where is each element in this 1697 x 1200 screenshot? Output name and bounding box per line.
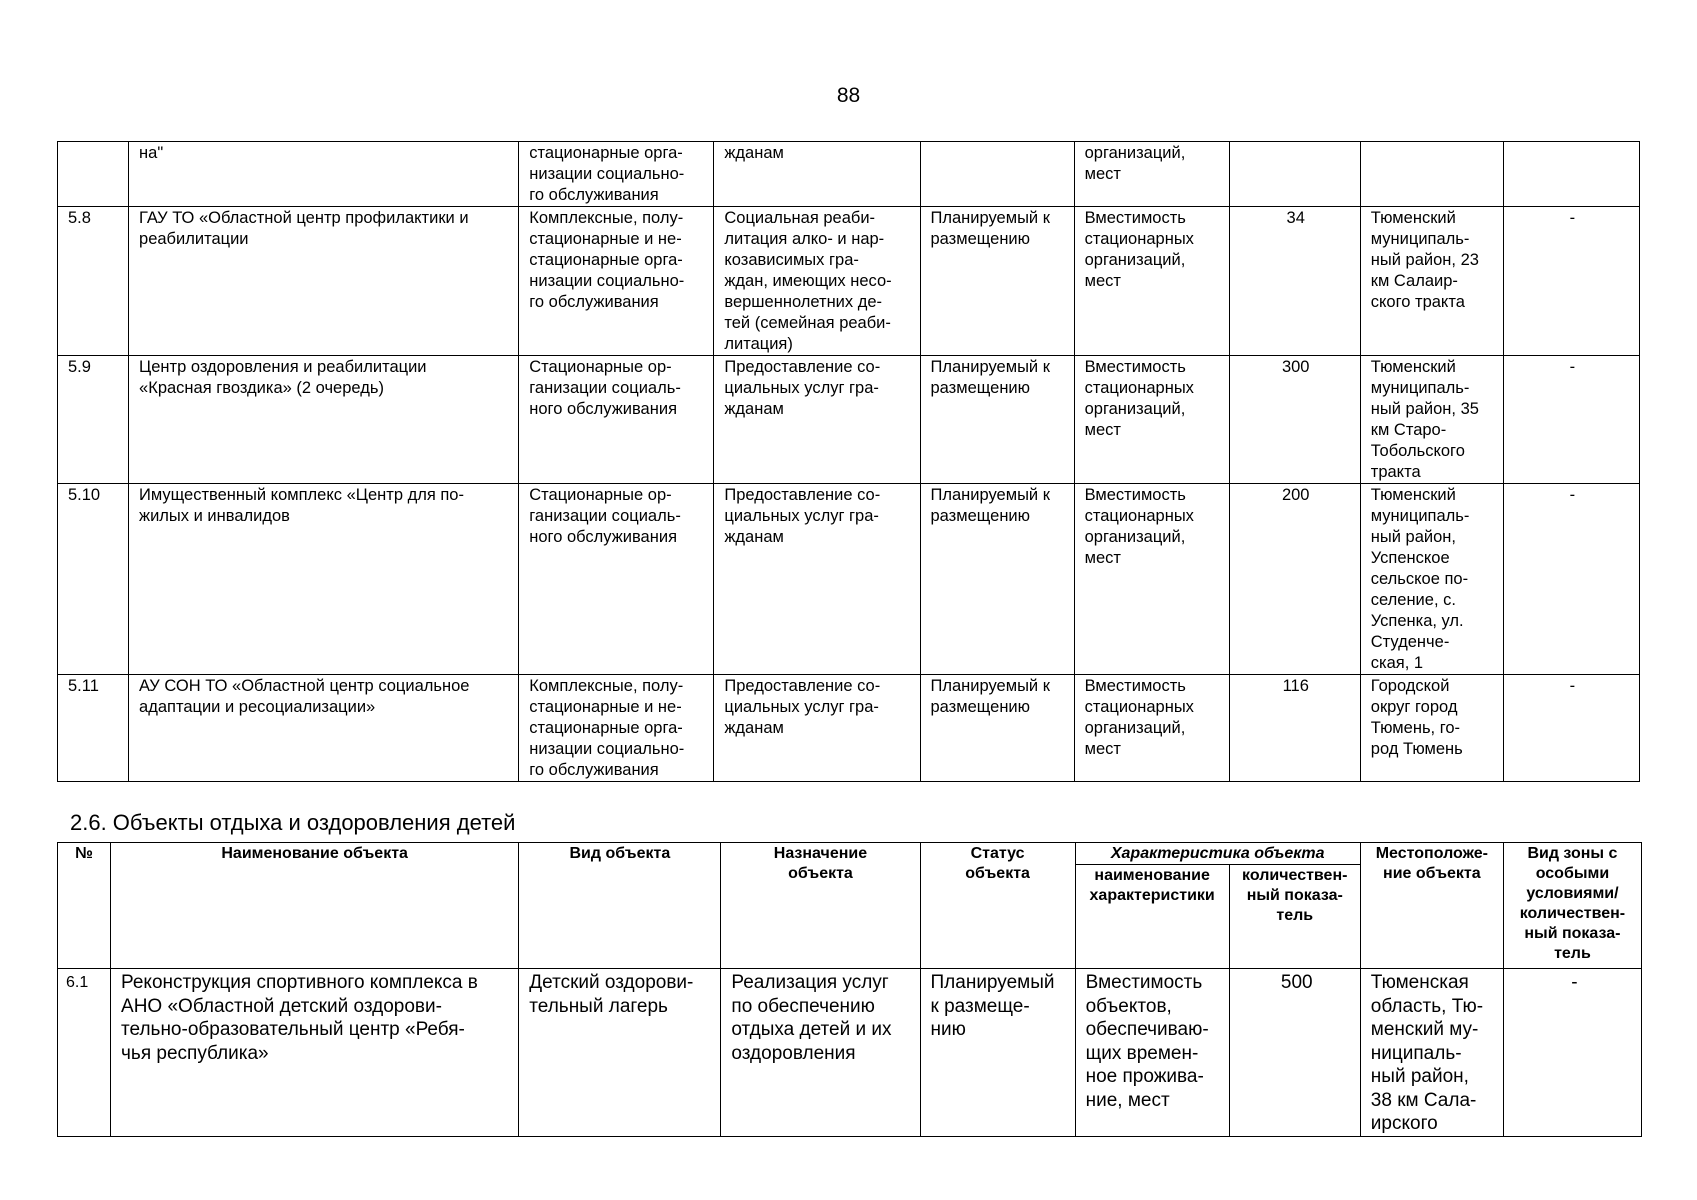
cell-location: Тюменский муниципаль- ный район, 23 км Салаир- ского тракта — [1360, 207, 1503, 356]
cell-char-name: Вместимость объектов, обеспечиваю- щих времен- ное прожива- ние, мест — [1075, 969, 1229, 1137]
table-row — [58, 142, 1640, 207]
cell-name: Реконструкция спортивного комплекса в АНО «Областной детский оздорови- тельно-образовательный центр «Ребя- чья республика» — [111, 969, 519, 1137]
cell-type: Стационарные ор- ганизации социаль- ного обслуживания — [519, 484, 714, 675]
cell-type: Комплексные, полу- стационарные и не- стационарные орга- низации социально- го обслуживания — [519, 207, 714, 356]
cell-location — [1360, 142, 1503, 207]
header-purpose: Назначение объекта — [721, 843, 920, 969]
cell-purpose: Социальная реаби- литация алко- и нар- козависимых гра- ждан, имеющих несо- вершеннолетних де- тей (семейная реаби- литация) — [714, 207, 920, 356]
cell-location: Городской округ город Тюмень, го- род Тюмень — [1360, 675, 1503, 782]
cell-status: Планируемый к размещению — [920, 675, 1074, 782]
cell-char-name: Вместимость стационарных организаций, мест — [1074, 484, 1229, 675]
cell-zone: - — [1503, 207, 1639, 356]
header-type: Вид объекта — [519, 843, 721, 969]
cell-num: 5.10 — [58, 484, 129, 675]
cell-char-name: Вместимость стационарных организаций, мест — [1074, 207, 1229, 356]
table-row — [58, 675, 1640, 782]
cell-status: Планируемый к размещению — [920, 356, 1074, 484]
table-row — [58, 484, 1640, 675]
header-location: Местоположе- ние объекта — [1360, 843, 1503, 969]
table-row — [58, 207, 1640, 356]
header-char-name: наименование характеристики — [1075, 865, 1229, 969]
cell-num: 6.1 — [58, 969, 111, 1137]
header-num: № — [58, 843, 111, 969]
social-services-table — [57, 141, 1640, 782]
cell-status: Планируемый к размеще- нию — [920, 969, 1075, 1137]
cell-purpose: Предоставление со- циальных услуг гра- жданам — [714, 675, 920, 782]
cell-zone: - — [1503, 356, 1639, 484]
section-heading: 2.6. Объекты отдыха и оздоровления детей — [70, 810, 516, 835]
cell-qty — [1229, 142, 1360, 207]
cell-status: Планируемый к размещению — [920, 207, 1074, 356]
header-qty: количествен- ный показа- тель — [1229, 865, 1360, 969]
cell-char-name: организаций, мест — [1074, 142, 1229, 207]
cell-name: Центр оздоровления и реабилитации «Красная гвоздика» (2 очередь) — [129, 356, 519, 484]
cell-num: 5.9 — [58, 356, 129, 484]
cell-zone — [1503, 142, 1639, 207]
cell-name: ГАУ ТО «Областной центр профилактики и реабилитации — [129, 207, 519, 356]
cell-type: Комплексные, полу- стационарные и не- стационарные орга- низации социально- го обслуживания — [519, 675, 714, 782]
cell-qty: 300 — [1229, 356, 1360, 484]
cell-status — [920, 142, 1074, 207]
cell-location: Тюменская область, Тю- менский му- ниципаль- ный район, 38 км Сала- ирского — [1360, 969, 1503, 1137]
cell-location: Тюменский муниципаль- ный район, 35 км Старо- Тобольского тракта — [1360, 356, 1503, 484]
cell-status: Планируемый к размещению — [920, 484, 1074, 675]
cell-char-name: Вместимость стационарных организаций, мест — [1074, 356, 1229, 484]
cell-name: на" — [129, 142, 519, 207]
cell-name: АУ СОН ТО «Областной центр социальное адаптации и ресоциализации» — [129, 675, 519, 782]
cell-zone: - — [1503, 484, 1639, 675]
cell-name: Имущественный комплекс «Центр для по- жилых и инвалидов — [129, 484, 519, 675]
cell-char-name: Вместимость стационарных организаций, мест — [1074, 675, 1229, 782]
cell-purpose: жданам — [714, 142, 920, 207]
cell-type: стационарные орга- низации социально- го обслуживания — [519, 142, 714, 207]
cell-num: 5.8 — [58, 207, 129, 356]
cell-qty: 200 — [1229, 484, 1360, 675]
cell-qty: 116 — [1229, 675, 1360, 782]
page-number: 88 — [836, 84, 861, 107]
cell-qty: 34 — [1229, 207, 1360, 356]
cell-purpose: Предоставление со- циальных услуг гра- жданам — [714, 356, 920, 484]
table-row — [58, 969, 1642, 1137]
table-row — [58, 356, 1640, 484]
cell-location: Тюменский муниципаль- ный район, Успенское сельское по- селение, с. Успенка, ул. Студенче- ская, 1 — [1360, 484, 1503, 675]
children-recreation-table — [57, 842, 1642, 1137]
header-name: Наименование объекта — [111, 843, 519, 969]
cell-type: Стационарные ор- ганизации социаль- ного обслуживания — [519, 356, 714, 484]
header-characteristic: Характеристика объекта — [1075, 843, 1360, 865]
header-zone: Вид зоны с особыми условиями/ количествен- ный показа- тель — [1503, 843, 1641, 969]
cell-zone: - — [1503, 969, 1641, 1137]
cell-type: Детский оздорови- тельный лагерь — [519, 969, 721, 1137]
cell-num: 5.11 — [58, 675, 129, 782]
cell-zone: - — [1503, 675, 1639, 782]
cell-qty: 500 — [1229, 969, 1360, 1137]
header-status: Статус объекта — [920, 843, 1075, 969]
cell-purpose: Реализация услуг по обеспечению отдыха детей и их оздоровления — [721, 969, 920, 1137]
cell-num — [58, 142, 129, 207]
cell-purpose: Предоставление со- циальных услуг гра- жданам — [714, 484, 920, 675]
